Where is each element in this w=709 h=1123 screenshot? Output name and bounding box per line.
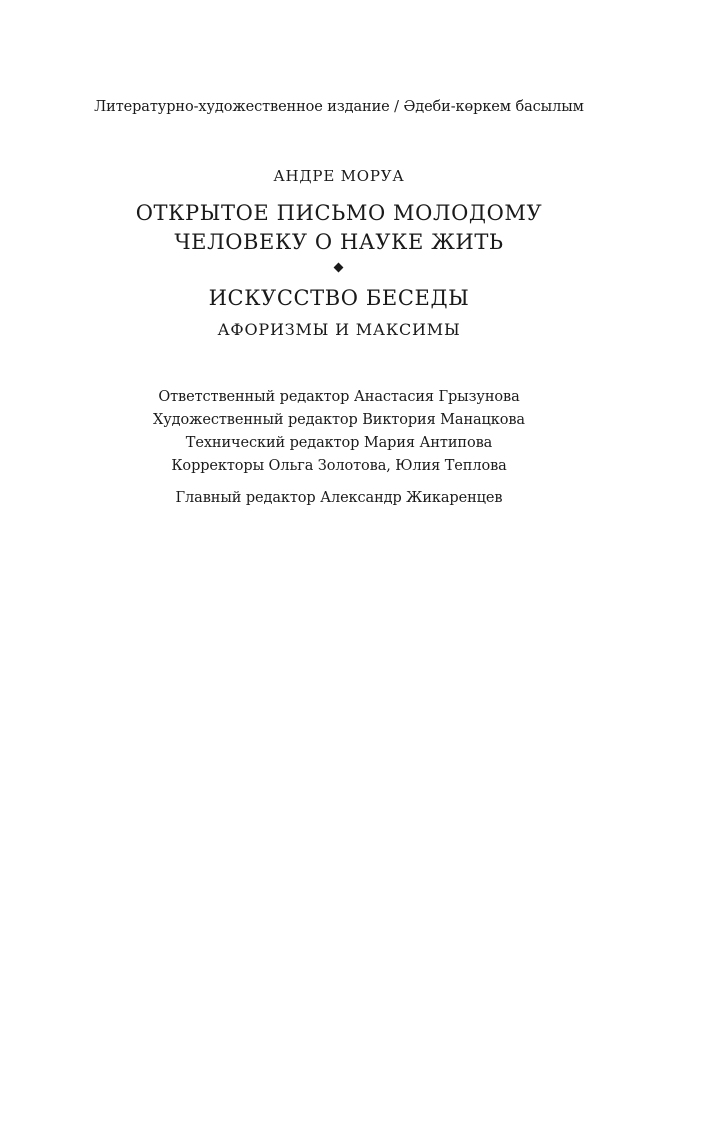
- credit-responsible-editor: Ответственный редактор Анастасия Грызунова: [158, 389, 520, 405]
- credit-technical-editor: Технический редактор Мария Антипова: [185, 435, 493, 451]
- diamond-separator-icon: [334, 263, 344, 273]
- title-line-3: ИСКУССТВО БЕСЕДЫ: [208, 286, 470, 310]
- title-line-1: ОТКРЫТОЕ ПИСЬМО МОЛОДОМУ: [135, 201, 543, 225]
- subtitle: АФОРИЗМЫ И МАКСИМЫ: [217, 320, 461, 339]
- credit-art-editor: Художественный редактор Виктория Манацкова: [153, 412, 525, 428]
- credit-proofreaders: Корректоры Ольга Золотова, Юлия Теплова: [171, 458, 507, 474]
- title-line-2: ЧЕЛОВЕКУ О НАУКЕ ЖИТЬ: [174, 230, 504, 254]
- author-name: АНДРЕ МОРУА: [273, 167, 405, 185]
- edition-type-line: Литературно-художественное издание / Әдеби-көркем басылым: [94, 99, 584, 115]
- credit-editor-in-chief: Главный редактор Александр Жикаренцев: [175, 490, 503, 506]
